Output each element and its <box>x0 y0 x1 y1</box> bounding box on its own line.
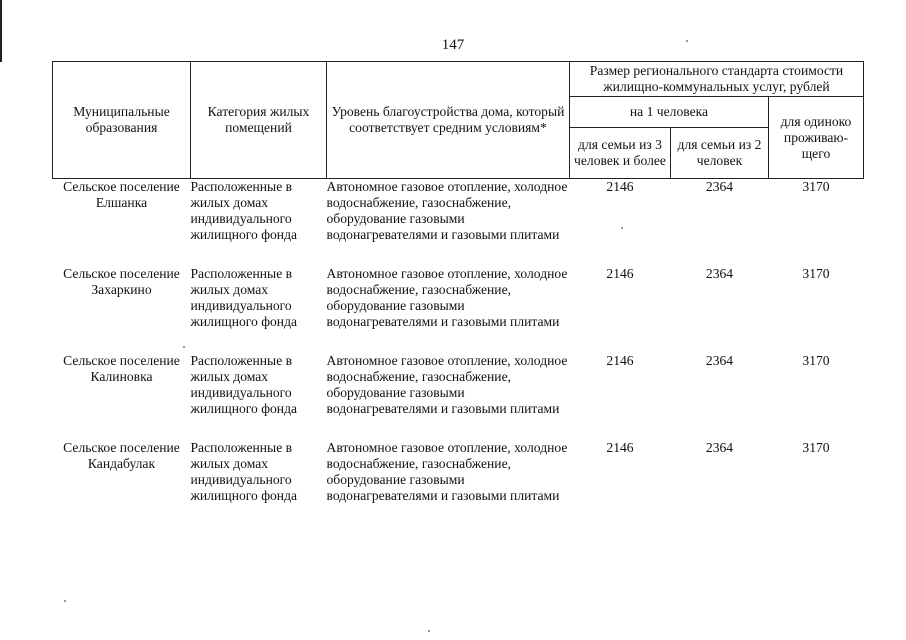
cell-amenity-level: Автономное газовое отопление, холодное водоснабжение, газоснабжение, оборудование газовыми водонагревателями и газовыми плитами <box>326 440 568 503</box>
cell-single: 3170 <box>802 353 830 368</box>
cell-family-2: 2364 <box>705 179 734 194</box>
cell-category: Расположенные в жилых домах индивидуального жилищного фонда <box>190 353 298 416</box>
cell-single: 3170 <box>802 440 830 455</box>
scan-speck <box>686 40 688 42</box>
page-number: 147 <box>441 37 465 53</box>
cell-amenity-level: Автономное газовое отопление, холодное водоснабжение, газоснабжение, оборудование газовыми водонагревателями и газовыми плитами <box>326 353 568 416</box>
cell-family-2: 2364 <box>705 353 734 368</box>
scan-speck <box>621 227 623 229</box>
cell-amenity-level: Автономное газовое отопление, холодное водоснабжение, газоснабжение, оборудование газовыми водонагревателями и газовыми плитами <box>326 179 568 242</box>
header-standard-size: Размер регионального стандарта стоимости жилищно-коммунальных услуг, рублей <box>570 62 864 97</box>
cell-single: 3170 <box>802 266 830 281</box>
housing-standard-table <box>52 61 864 527</box>
cell-category: Расположенные в жилых домах индивидуального жилищного фонда <box>190 179 298 242</box>
cell-municipality: Сельское поселение Захаркино <box>63 266 180 297</box>
cell-municipality: Сельское поселение Калиновка <box>63 353 180 384</box>
cell-family-3: 2146 <box>606 266 634 281</box>
cell-municipality: Сельское поселение Елшанка <box>63 179 180 210</box>
header-category: Категория жилых помещений <box>191 62 327 179</box>
cell-amenity-level: Автономное газовое отопление, холодное водоснабжение, газоснабжение, оборудование газовыми водонагревателями и газовыми плитами <box>326 266 568 329</box>
header-family-3: для семьи из 3 человек и более <box>570 128 671 179</box>
header-single: для одиноко проживаю-щего <box>769 97 864 179</box>
cell-category: Расположенные в жилых домах индивидуального жилищного фонда <box>190 440 298 503</box>
header-municipality: Муниципальные образования <box>53 62 191 179</box>
table-row <box>53 353 864 440</box>
cell-family-3: 2146 <box>606 179 634 194</box>
cell-category: Расположенные в жилых домах индивидуального жилищного фонда <box>190 266 298 329</box>
cell-family-3: 2146 <box>606 440 634 455</box>
header-per-person: на 1 человека <box>570 97 769 128</box>
table-row <box>53 179 864 267</box>
cell-family-3: 2146 <box>606 353 634 368</box>
table-row <box>53 266 864 353</box>
table-row <box>53 440 864 527</box>
header-family-2: для семьи из 2 человек <box>671 128 769 179</box>
scan-speck <box>64 600 66 602</box>
cell-family-2: 2364 <box>705 440 734 455</box>
cell-municipality: Сельское поселение Кандабулак <box>63 440 180 471</box>
cell-single: 3170 <box>802 179 830 194</box>
cell-family-2: 2364 <box>705 266 734 281</box>
scan-speck <box>428 630 430 632</box>
header-amenity-level: Уровень благоустройства дома, который соответствует средним условиям* <box>327 62 570 179</box>
scan-speck <box>183 346 185 348</box>
